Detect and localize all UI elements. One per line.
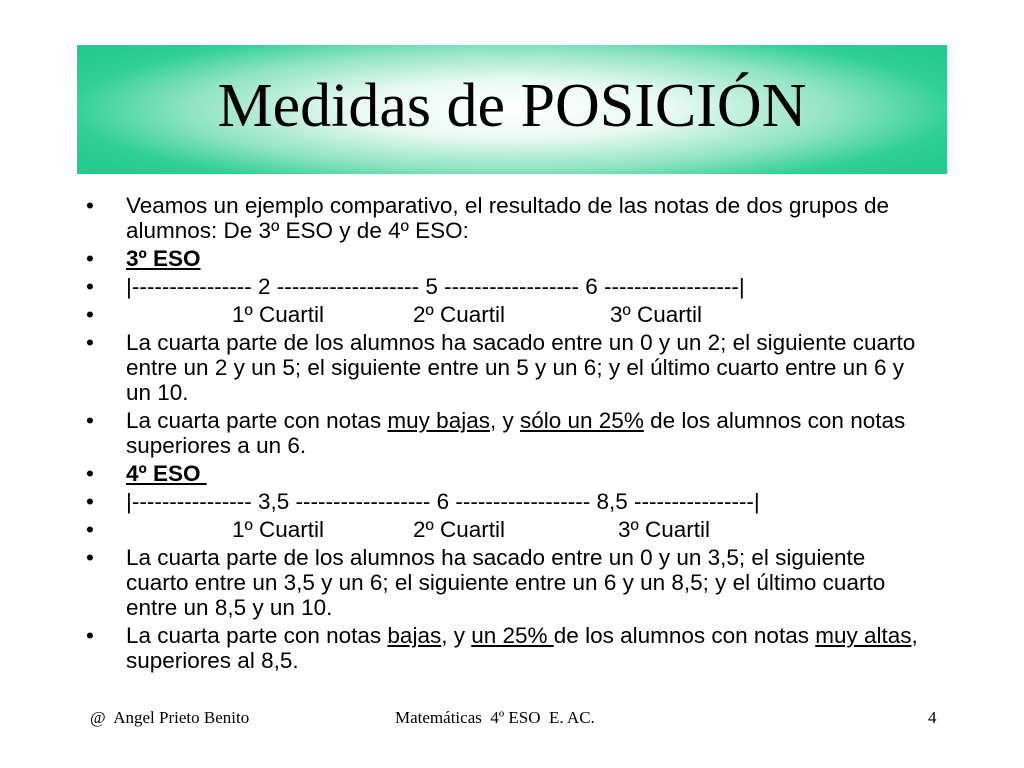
bullet-list [0,193,1024,676]
bullet-icon: • [86,330,94,355]
footer-author: @ Angel Prieto Benito [90,708,250,727]
emphasis-muy-bajas: muy bajas [387,408,490,433]
conclusion-text: La cuarta parte con notas [126,408,388,433]
emphasis-bajas: bajas [387,623,442,648]
emphasis-muy-altas: muy altas [815,623,912,648]
footer-page-number: 4 [928,708,937,727]
bullet-icon: • [86,517,94,542]
bullet-icon: • [86,461,94,486]
bullet-intro [0,193,1024,243]
bullet-icon: • [86,545,94,570]
conclusion-text: La cuarta parte con notas [126,623,388,648]
quartile-2-label: 2º Cuartil [413,517,505,542]
explanation-4eso: La cuarta parte de los alumnos ha sacado entre un 0 y un 3,5; el siguiente cuarto entre un 3,5 y un 6; el siguiente entre un 6 y un 8,5; y el último cuarto entre un 8,5 y un 10. [126,545,886,620]
quartile-labels-3eso [126,302,702,327]
bullet-icon: • [86,274,94,299]
explanation-3eso: La cuarta parte de los alumnos ha sacado entre un 0 y un 2; el siguiente cuarto entre un 2 y un 5; el siguiente entre un 5 y un 6; y el último cuarto entre un 6 y un 10. [126,330,916,405]
bullet-conclusion-4eso [0,623,1024,673]
bullet-icon: • [86,302,94,327]
conclusion-text: , superiores al 8,5. [126,623,918,673]
quartile-3-label: 3º Cuartil [610,302,702,327]
bullet-icon: • [86,408,94,433]
heading-3eso: 3º ESO [126,246,201,271]
bullet-quartiles-3eso [0,302,1024,327]
quartile-labels-4eso [126,517,710,542]
scale-4eso: |---------------- 3,5 ------------------ 6 ------------------ 8,5 ----------------| [126,489,760,514]
scale-3eso: |---------------- 2 ------------------- 5 ------------------ 6 ------------------| [126,274,745,299]
conclusion-3eso [126,408,905,458]
bullet-icon: • [86,489,94,514]
bullet-icon: • [86,193,94,218]
slide-title: Medidas de POSICIÓN [217,72,807,140]
bullet-quartiles-4eso [0,517,1024,542]
emphasis-solo-25: sólo un 25% [519,408,644,433]
conclusion-text: , y [489,408,520,433]
intro-text: Veamos un ejemplo comparativo, el resultado de las notas de dos grupos de alumnos: De 3º ESO y de 4º ESO: [126,193,889,243]
quartile-3-label: 3º Cuartil [618,517,710,542]
emphasis-25: un 25% [471,623,554,648]
conclusion-text: , y [441,623,472,648]
quartile-1-label: 1º Cuartil [232,302,324,327]
conclusion-4eso [126,623,918,673]
footer-course: Matemáticas 4º ESO E. AC. [395,708,595,727]
bullet-icon: • [86,246,94,271]
bullet-explanation-4eso [0,545,1024,620]
quartile-2-label: 2º Cuartil [413,302,505,327]
conclusion-text: de los alumnos con notas superiores a un 6. [126,408,906,458]
bullet-heading-4eso [0,461,1024,486]
quartile-1-label: 1º Cuartil [232,517,324,542]
title-banner [77,45,947,174]
bullet-conclusion-3eso [0,408,1024,458]
heading-4eso: 4º ESO [126,461,207,486]
conclusion-text: de los alumnos con notas [553,623,816,648]
bullet-heading-3eso [0,246,1024,271]
bullet-icon: • [86,623,94,648]
bullet-explanation-3eso [0,330,1024,405]
bullet-scale-4eso [0,489,1024,514]
bullet-scale-3eso [0,274,1024,299]
